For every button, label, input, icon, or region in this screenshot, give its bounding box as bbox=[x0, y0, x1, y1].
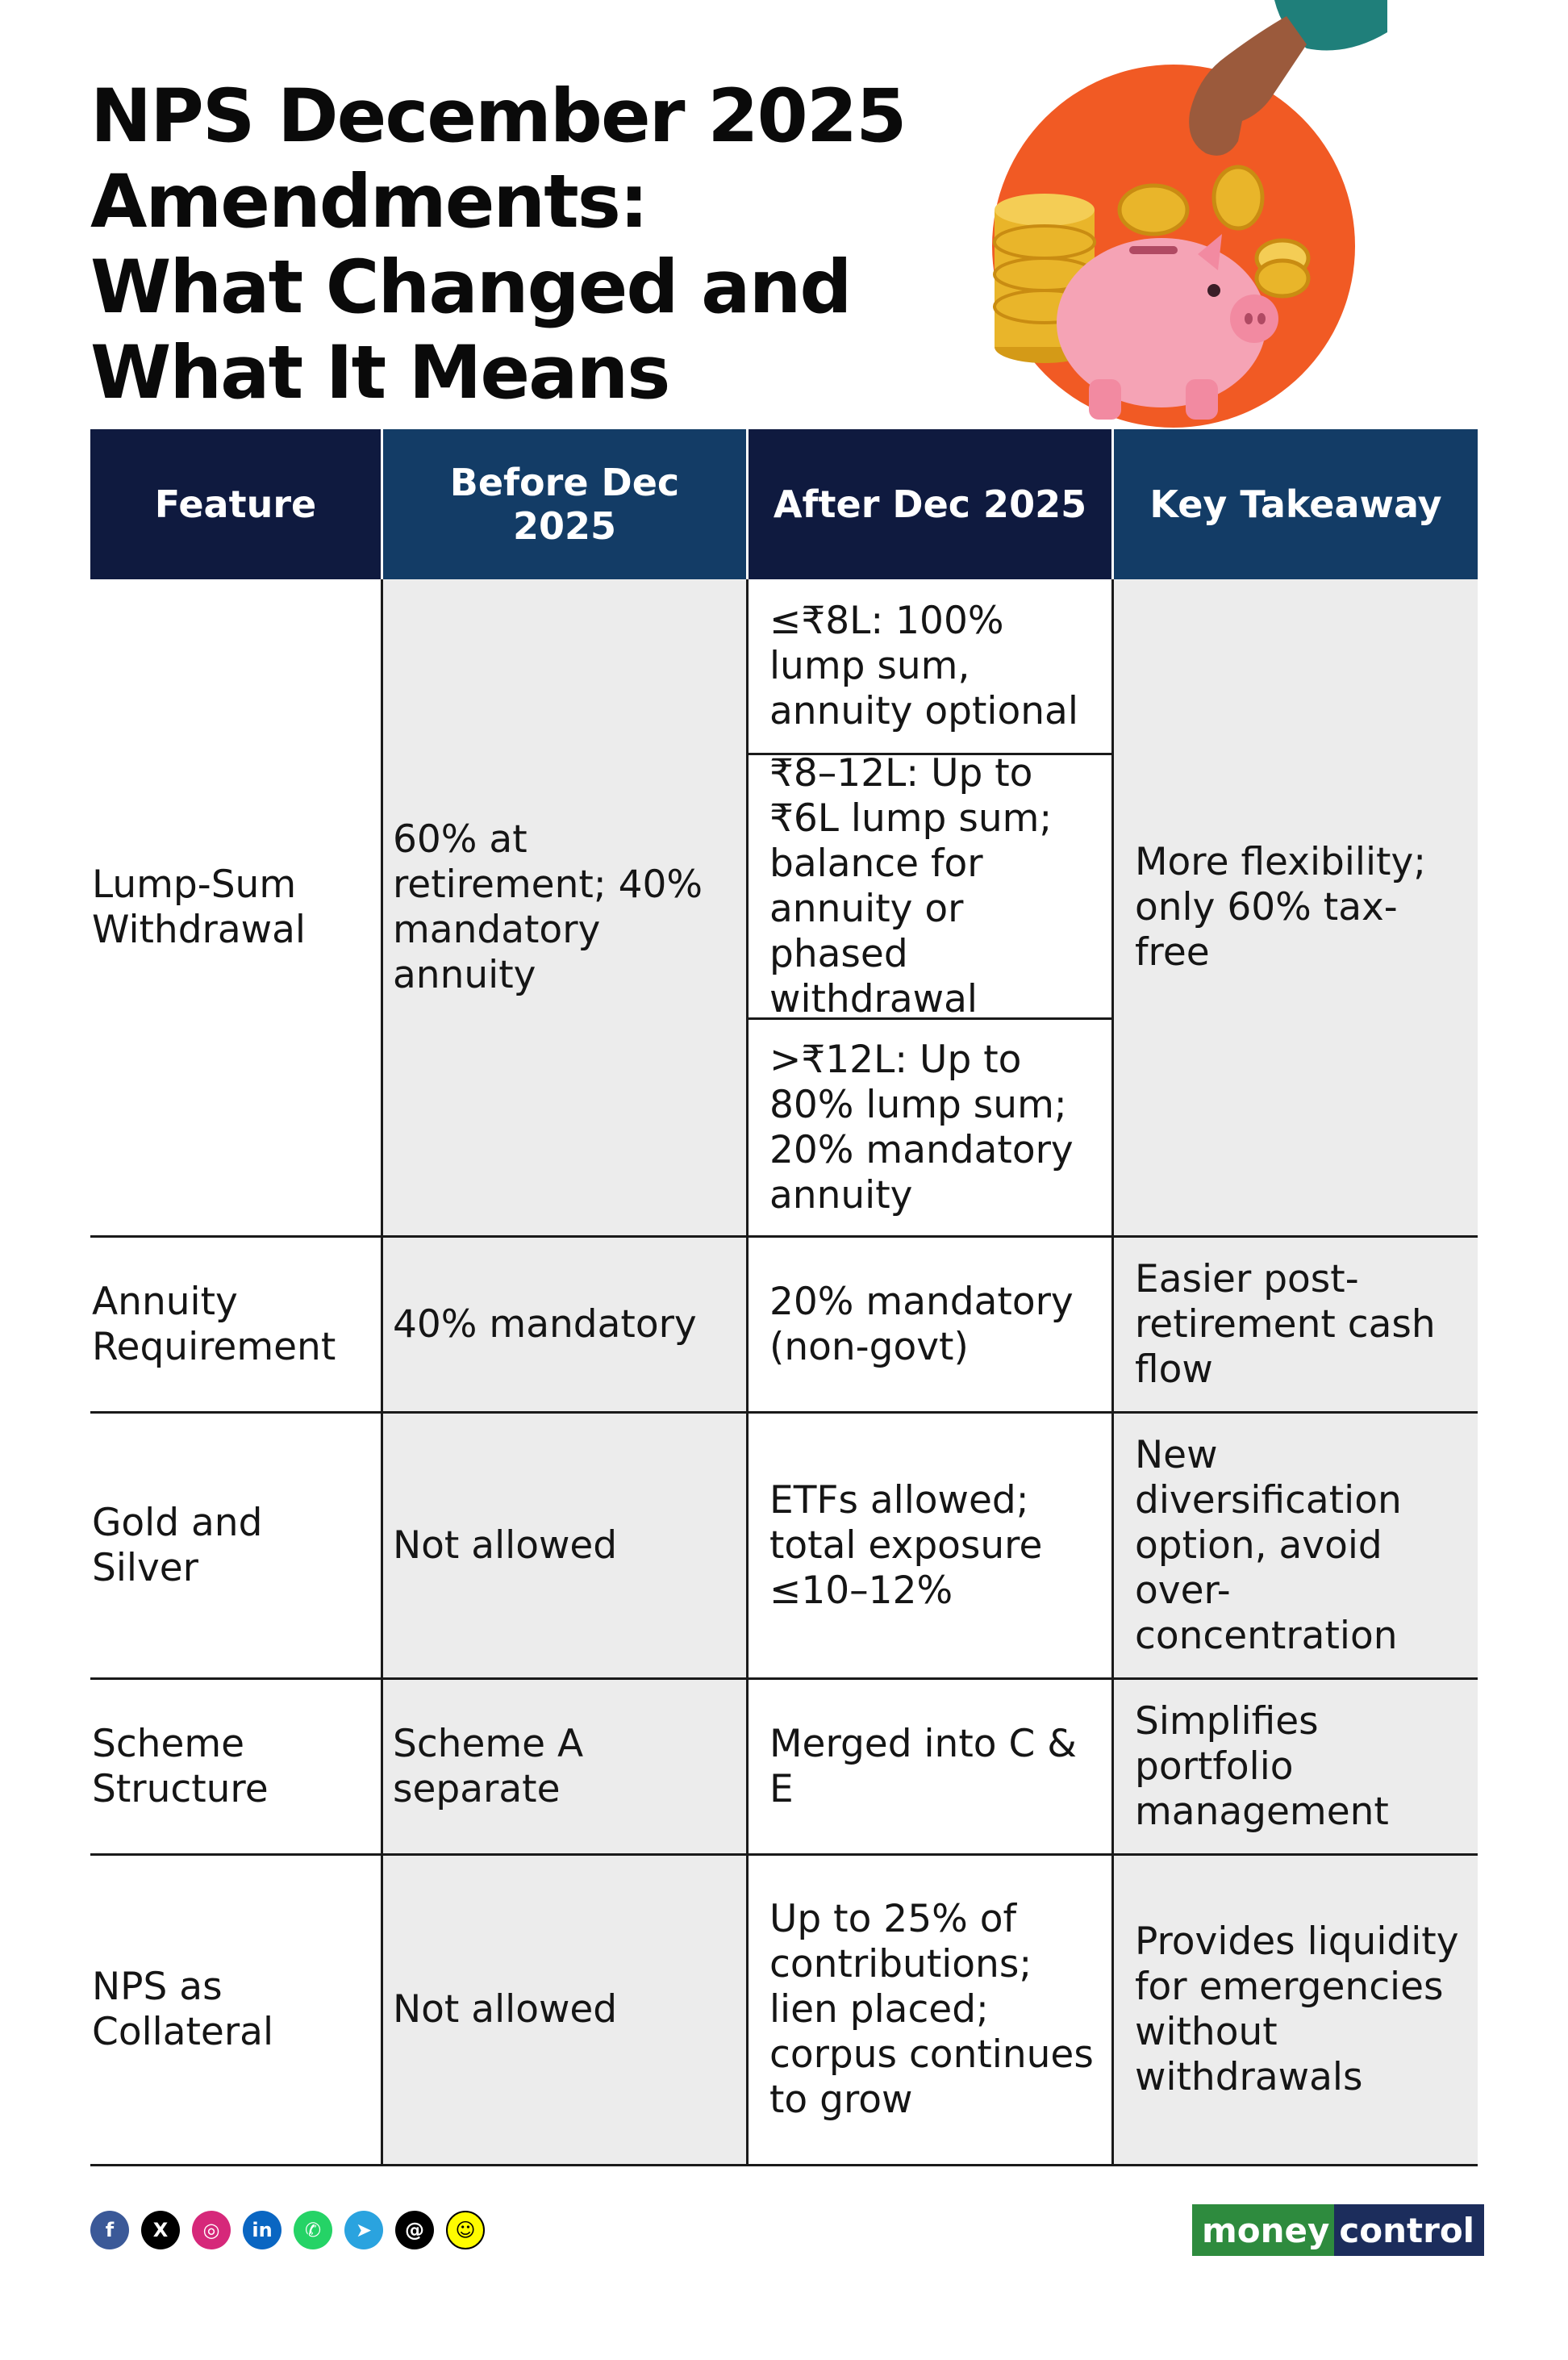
snapchat-icon[interactable]: ☺ bbox=[446, 2211, 485, 2249]
takeaway-cell: More flexibility; only 60% tax-free bbox=[1111, 579, 1478, 1235]
table-row bbox=[90, 1680, 1478, 1856]
page-title bbox=[90, 74, 978, 416]
header-after: After Dec 2025 bbox=[746, 429, 1111, 579]
logo-part-control: control bbox=[1334, 2204, 1484, 2256]
before-cell: Not allowed bbox=[381, 1856, 746, 2164]
before-cell: Scheme A separate bbox=[381, 1680, 746, 1853]
logo-part-money: money bbox=[1192, 2204, 1334, 2256]
telegram-icon[interactable]: ➤ bbox=[344, 2211, 383, 2249]
takeaway-cell: Simplifies portfolio management bbox=[1111, 1680, 1478, 1853]
before-cell: 60% at retirement; 40% mandatory annuity bbox=[381, 579, 746, 1235]
after-cell: Up to 25% of contributions; lien placed; corpus continues to grow bbox=[746, 1856, 1111, 2164]
feature-cell: Scheme Structure bbox=[92, 1721, 269, 1811]
title-line: What It Means bbox=[90, 331, 669, 416]
after-subcell: ≤₹8L: 100% lump sum, annuity optional bbox=[746, 579, 1111, 753]
header-feature: Feature bbox=[90, 429, 381, 579]
coin bbox=[1257, 261, 1308, 296]
table-row bbox=[90, 579, 1478, 1238]
title-line: Amendments: bbox=[90, 160, 648, 244]
table-row bbox=[90, 1856, 1478, 2166]
moneycontrol-logo[interactable] bbox=[1192, 2204, 1484, 2256]
x-icon[interactable]: X bbox=[141, 2211, 180, 2249]
header-before: Before Dec 2025 bbox=[381, 429, 746, 579]
takeaway-cell: Provides liquidity for emergencies without withdrawals bbox=[1111, 1856, 1478, 2164]
social-icons bbox=[90, 2211, 485, 2249]
table-row bbox=[90, 1238, 1478, 1414]
before-cell: 40% mandatory bbox=[381, 1238, 746, 1411]
feature-cell: Annuity Requirement bbox=[92, 1279, 336, 1369]
after-subcell: >₹12L: Up to 80% lump sum; 20% mandatory annuity bbox=[746, 1017, 1111, 1235]
feature-cell: Gold and Silver bbox=[92, 1500, 263, 1590]
facebook-icon[interactable]: f bbox=[90, 2211, 129, 2249]
coin bbox=[1214, 167, 1262, 228]
header-takeaway: Key Takeaway bbox=[1111, 429, 1478, 579]
title-line: NPS December 2025 bbox=[90, 74, 906, 159]
threads-icon[interactable]: @ bbox=[395, 2211, 434, 2249]
piggy-bank-illustration bbox=[968, 0, 1387, 428]
takeaway-cell: New diversification option, avoid over-concentration bbox=[1111, 1414, 1478, 1677]
title-line: What Changed and bbox=[90, 245, 851, 330]
after-cell: ETFs allowed; total exposure ≤10–12% bbox=[746, 1414, 1111, 1677]
table-row bbox=[90, 1414, 1478, 1680]
coin bbox=[1120, 186, 1187, 234]
feature-cell: NPS as Collateral bbox=[92, 1965, 274, 2054]
comparison-table bbox=[90, 429, 1478, 2166]
instagram-icon[interactable]: ◎ bbox=[192, 2211, 231, 2249]
takeaway-cell: Easier post-retirement cash flow bbox=[1111, 1238, 1478, 1411]
after-cell: 20% mandatory (non-govt) bbox=[746, 1238, 1111, 1411]
after-subcell: ₹8–12L: Up to ₹6L lump sum; balance for annuity or phased withdrawal bbox=[746, 753, 1111, 1017]
before-cell: Not allowed bbox=[381, 1414, 746, 1677]
feature-cell: Lump-Sum Withdrawal bbox=[92, 862, 306, 952]
after-cell-group bbox=[746, 579, 1111, 1235]
whatsapp-icon[interactable]: ✆ bbox=[294, 2211, 332, 2249]
linkedin-icon[interactable]: in bbox=[243, 2211, 281, 2249]
after-cell: Merged into C & E bbox=[746, 1680, 1111, 1853]
table-header bbox=[90, 429, 1478, 579]
